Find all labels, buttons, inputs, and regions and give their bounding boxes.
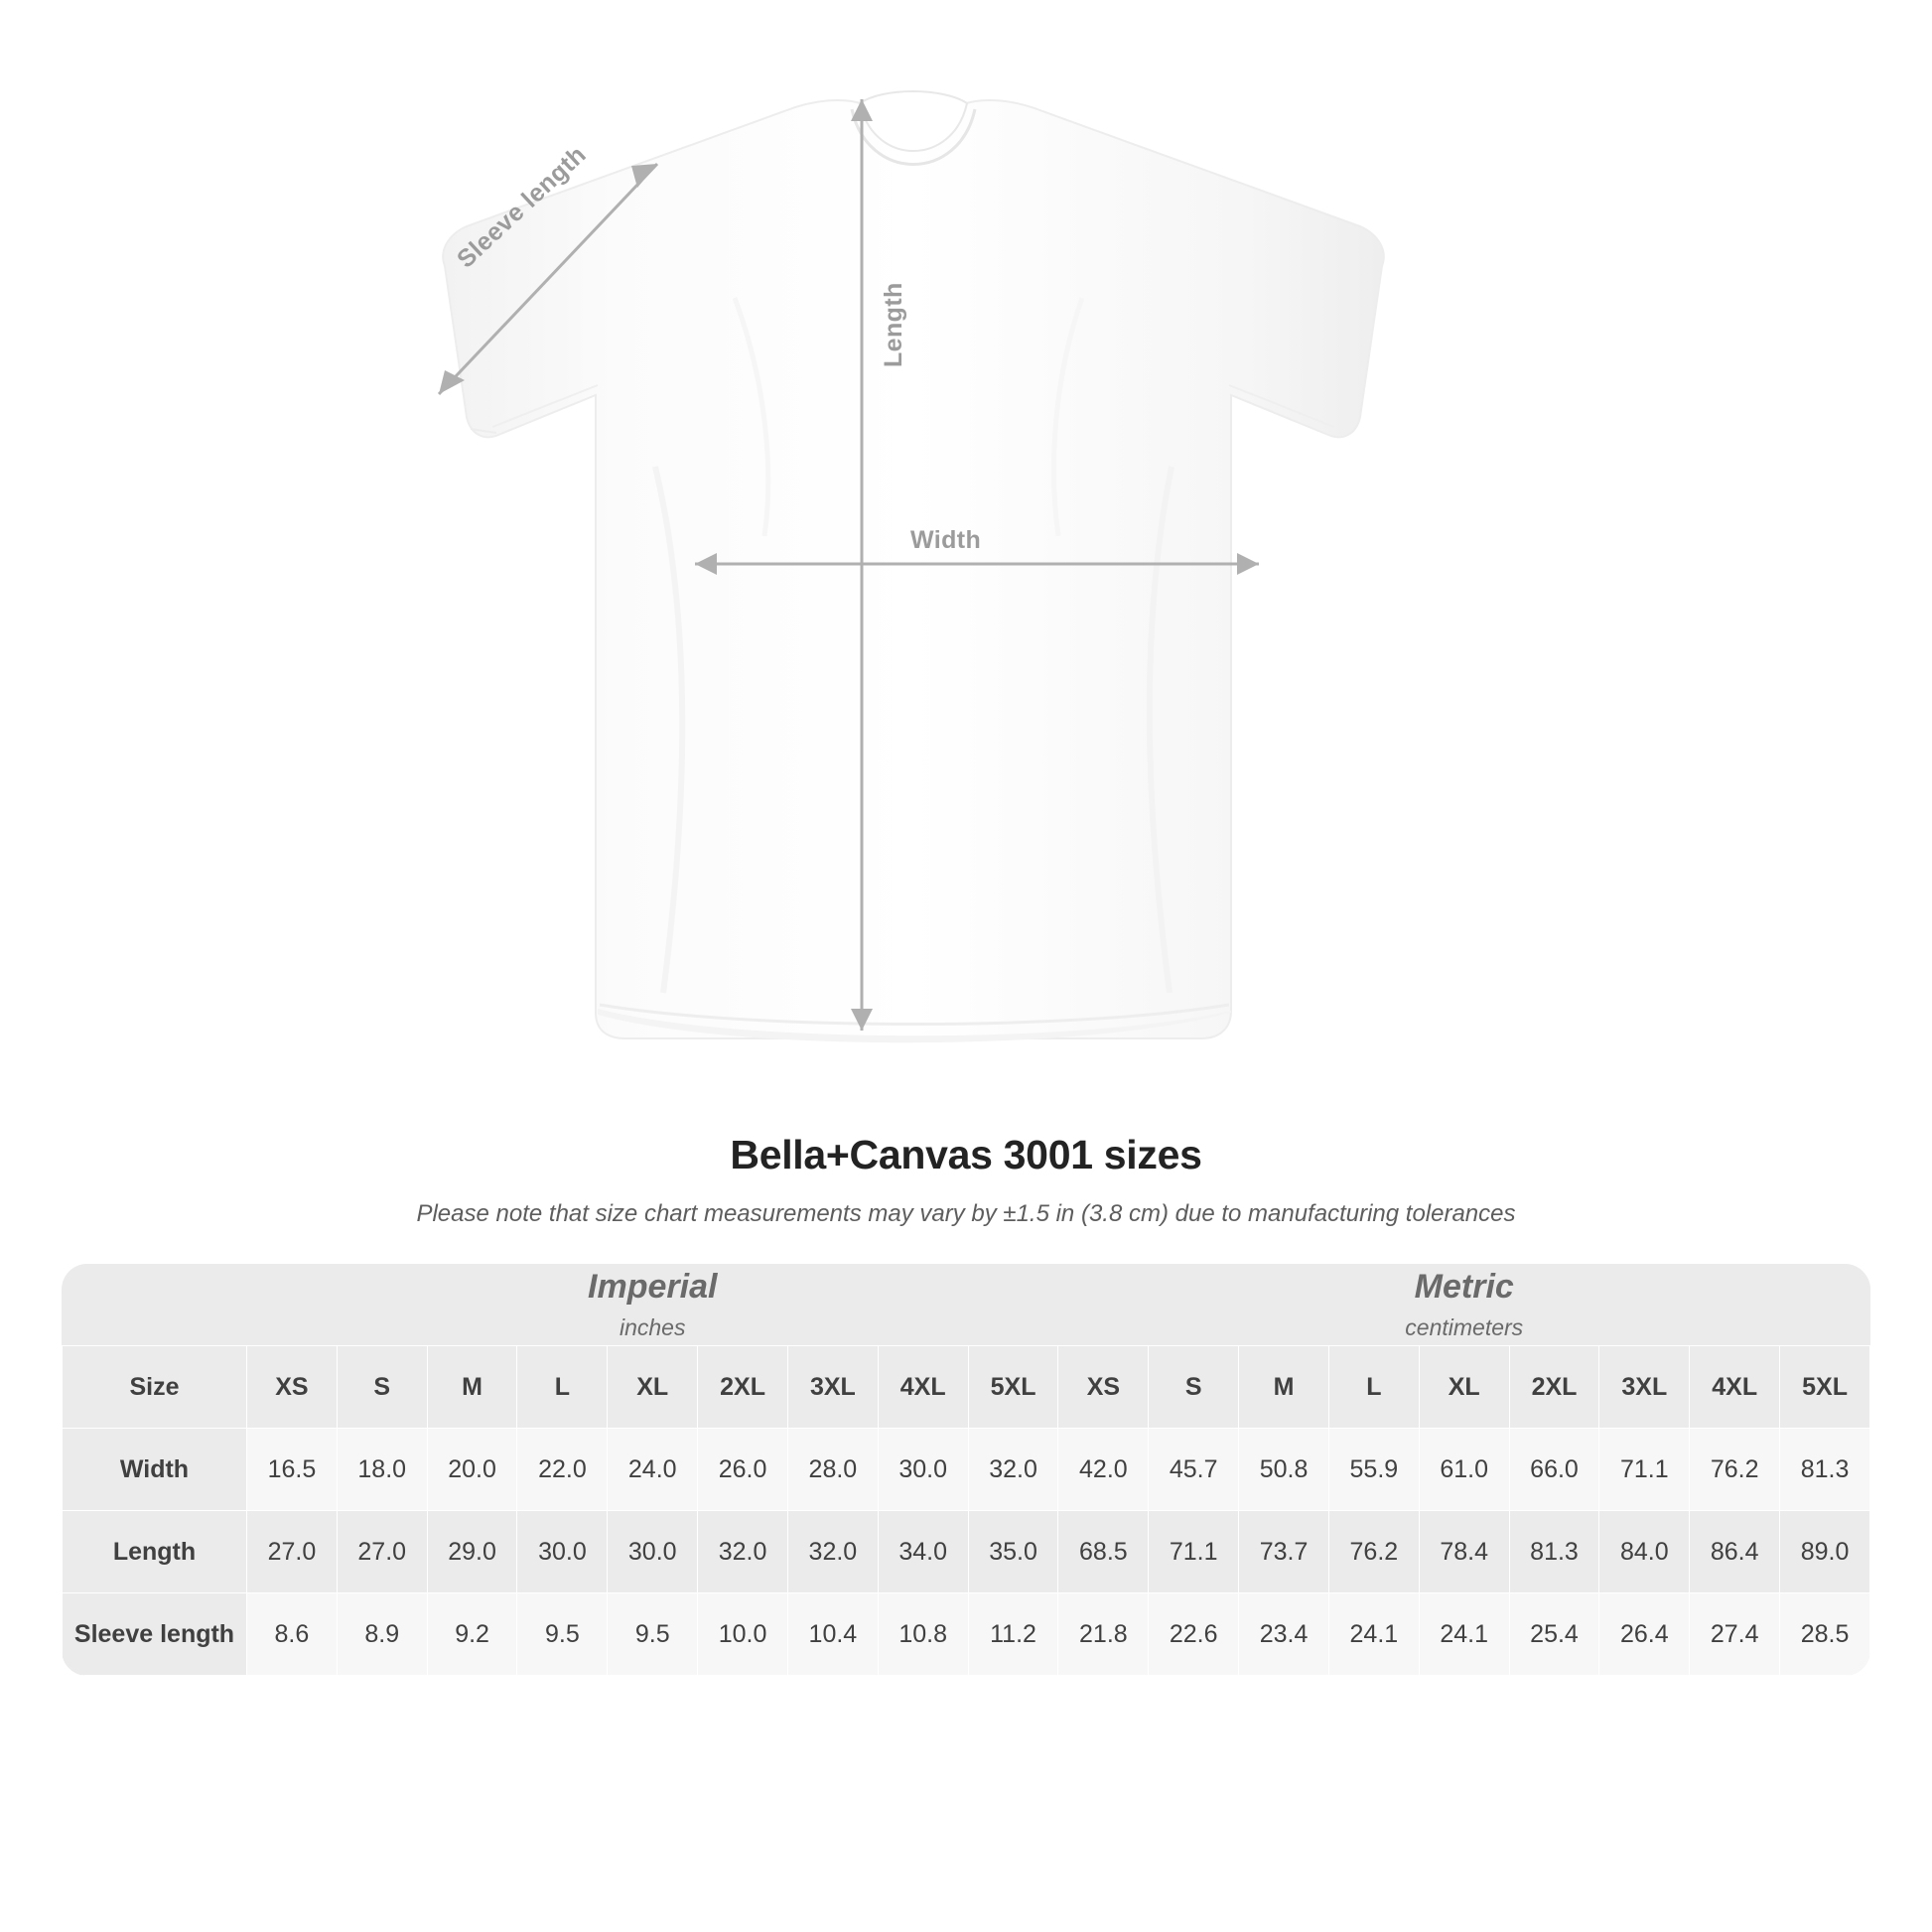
measurement-row-label: Sleeve length [63,1593,247,1676]
size-header-cell: 4XL [1690,1346,1780,1429]
measurement-cell: 71.1 [1149,1511,1239,1593]
measurement-cell: 25.4 [1509,1593,1599,1676]
measurement-cell: 11.2 [968,1593,1058,1676]
measurement-cell: 29.0 [427,1511,517,1593]
measurement-cell: 71.1 [1599,1429,1690,1511]
measurement-cell: 26.4 [1599,1593,1690,1676]
size-header-cell: XS [1058,1346,1149,1429]
measurement-cell: 45.7 [1149,1429,1239,1511]
measurement-cell: 35.0 [968,1511,1058,1593]
size-header-cell: 2XL [698,1346,788,1429]
measurement-cell: 18.0 [337,1429,427,1511]
width-label: Width [910,526,982,554]
measurement-cell: 73.7 [1239,1511,1329,1593]
size-header-cell: 4XL [878,1346,968,1429]
table-row [63,1346,1870,1429]
size-header-cell: 3XL [787,1346,878,1429]
measurement-cell: 32.0 [787,1511,878,1593]
measurement-cell: 27.0 [247,1511,338,1593]
size-header-cell: 5XL [1780,1346,1870,1429]
size-header-cell: 3XL [1599,1346,1690,1429]
measurement-cell: 16.5 [247,1429,338,1511]
measurement-cell: 30.0 [878,1429,968,1511]
size-row-label: Size [63,1346,247,1429]
page-title: Bella+Canvas 3001 sizes [730,1132,1202,1177]
measurement-cell: 81.3 [1509,1511,1599,1593]
unit-group-sub: inches [619,1314,686,1340]
unit-group-sub: centimeters [1405,1314,1524,1340]
table-corner-cell [63,1264,247,1346]
heading-block [0,1132,1932,1228]
length-label: Length [880,282,907,367]
measurement-cell: 8.9 [337,1593,427,1676]
size-header-cell: S [1149,1346,1239,1429]
tolerance-note: Please note that size chart measurements may vary by ±1.5 in (3.8 cm) due to manufacturing tolerances [416,1200,1516,1227]
measurement-cell: 61.0 [1419,1429,1509,1511]
size-header-cell: M [1239,1346,1329,1429]
measurement-cell: 21.8 [1058,1593,1149,1676]
measurement-cell: 10.0 [698,1593,788,1676]
measurement-cell: 9.2 [427,1593,517,1676]
measurement-cell: 84.0 [1599,1511,1690,1593]
measurement-cell: 22.6 [1149,1593,1239,1676]
size-header-cell: M [427,1346,517,1429]
size-header-cell: 5XL [968,1346,1058,1429]
measurement-cell: 23.4 [1239,1593,1329,1676]
measurement-cell: 9.5 [608,1593,698,1676]
measurement-row-label: Length [63,1511,247,1593]
measurement-cell: 50.8 [1239,1429,1329,1511]
measurement-cell: 22.0 [517,1429,608,1511]
measurement-cell: 26.0 [698,1429,788,1511]
measurement-cell: 28.0 [787,1429,878,1511]
measurement-cell: 9.5 [517,1593,608,1676]
measurement-cell: 10.4 [787,1593,878,1676]
table-row [63,1593,1870,1676]
measurement-cell: 10.8 [878,1593,968,1676]
unit-group-header-metric [1058,1264,1870,1346]
unit-group-name: Imperial [588,1268,718,1306]
size-header-cell: XL [608,1346,698,1429]
size-header-cell: 2XL [1509,1346,1599,1429]
measurement-cell: 55.9 [1328,1429,1419,1511]
table-row [63,1429,1870,1511]
measurement-cell: 27.4 [1690,1593,1780,1676]
measurement-cell: 24.1 [1328,1593,1419,1676]
measurement-cell: 81.3 [1780,1429,1870,1511]
unit-group-header-imperial [247,1264,1058,1346]
measurement-cell: 66.0 [1509,1429,1599,1511]
sleeve-length-label: Sleeve length [452,140,592,274]
size-header-cell: XS [247,1346,338,1429]
unit-group-name: Metric [1414,1268,1514,1306]
measurement-cell: 76.2 [1690,1429,1780,1511]
measurement-cell: 78.4 [1419,1511,1509,1593]
measurement-row-label: Width [63,1429,247,1511]
measurement-cell: 28.5 [1780,1593,1870,1676]
measurement-cell: 34.0 [878,1511,968,1593]
size-chart-table [62,1264,1870,1676]
measurement-cell: 68.5 [1058,1511,1149,1593]
measurement-cell: 27.0 [337,1511,427,1593]
measurement-cell: 76.2 [1328,1511,1419,1593]
measurement-cell: 89.0 [1780,1511,1870,1593]
measurement-cell: 24.0 [608,1429,698,1511]
measurement-cell: 8.6 [247,1593,338,1676]
measurement-cell: 24.1 [1419,1593,1509,1676]
measurement-cell: 32.0 [968,1429,1058,1511]
measurement-cell: 30.0 [517,1511,608,1593]
measurement-cell: 20.0 [427,1429,517,1511]
measurement-cell: 42.0 [1058,1429,1149,1511]
size-header-cell: L [1328,1346,1419,1429]
size-header-cell: XL [1419,1346,1509,1429]
measurement-cell: 32.0 [698,1511,788,1593]
measurement-cell: 86.4 [1690,1511,1780,1593]
table-row [63,1511,1870,1593]
measurement-cell: 30.0 [608,1511,698,1593]
size-header-cell: S [337,1346,427,1429]
size-header-cell: L [517,1346,608,1429]
